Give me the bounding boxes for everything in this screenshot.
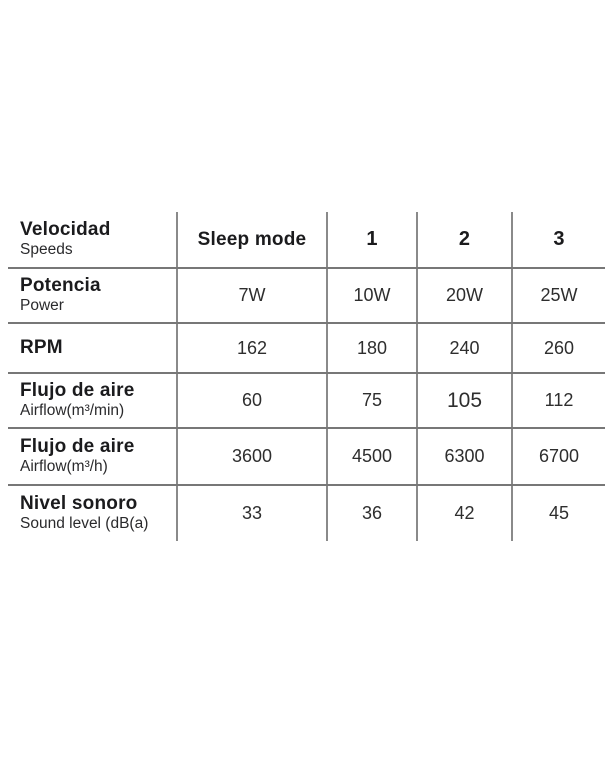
- column-header-speed-2: 2: [417, 212, 512, 268]
- row-label-primary: RPM: [20, 337, 63, 359]
- table-row-rpm: [8, 323, 605, 373]
- airflow-hour-speed3-value: 6700: [512, 428, 605, 485]
- row-label-secondary: Power: [20, 297, 64, 315]
- row-label-primary: Flujo de aire: [20, 380, 135, 402]
- power-speed2-value: 20W: [417, 268, 512, 323]
- rpm-speed1-value: 180: [327, 323, 417, 373]
- header-label-primary: Velocidad: [20, 219, 111, 241]
- airflow-min-speed1-value: 75: [327, 373, 417, 428]
- column-header-speed-1: 1: [327, 212, 417, 268]
- rpm-speed2-value: 240: [417, 323, 512, 373]
- power-speed1-value: 10W: [327, 268, 417, 323]
- spec-table: [8, 212, 605, 541]
- row-label-secondary: Sound level (dB(a): [20, 515, 149, 533]
- table-row-airflow-min: [8, 373, 605, 428]
- rpm-speed3-value: 260: [512, 323, 605, 373]
- column-header-sleep-mode: Sleep mode: [177, 212, 327, 268]
- column-header-speed-3: 3: [512, 212, 605, 268]
- sound-speed1-value: 36: [327, 485, 417, 541]
- header-label-velocidad: [8, 212, 177, 268]
- row-label-sound-level: [8, 485, 177, 541]
- airflow-min-speed2-value: 105: [417, 373, 512, 428]
- row-label-airflow-min: [8, 373, 177, 428]
- row-label-power: [8, 268, 177, 323]
- sound-speed3-value: 45: [548, 503, 570, 523]
- airflow-hour-speed1-value: 4500: [327, 428, 417, 485]
- table-header-row: [8, 212, 605, 268]
- table-row-power: [8, 268, 605, 323]
- power-speed3-value: 25W: [512, 268, 605, 323]
- table-row-sound-level: [8, 485, 605, 541]
- airflow-hour-speed2-value: 6300: [417, 428, 512, 485]
- row-label-primary: Flujo de aire: [20, 436, 135, 458]
- airflow-min-sleep-value: 60: [177, 373, 327, 428]
- sound-sleep-value: 33: [177, 485, 327, 541]
- power-sleep-value: 7W: [177, 268, 327, 323]
- table-row-airflow-hour: [8, 428, 605, 485]
- row-label-primary: Potencia: [20, 275, 101, 297]
- row-label-airflow-hour: [8, 428, 177, 485]
- row-label-primary: Nivel sonoro: [20, 493, 138, 515]
- airflow-hour-sleep-value: 3600: [177, 428, 327, 485]
- airflow-min-speed3-value: 112: [512, 373, 605, 428]
- row-label-secondary: Airflow(m³/h): [20, 458, 108, 476]
- rpm-sleep-value: 162: [177, 323, 327, 373]
- header-label-secondary: Speeds: [20, 241, 73, 259]
- row-label-secondary: Airflow(m³/min): [20, 402, 125, 420]
- row-label-rpm: [8, 323, 177, 373]
- sound-speed2-value: 42: [417, 485, 512, 541]
